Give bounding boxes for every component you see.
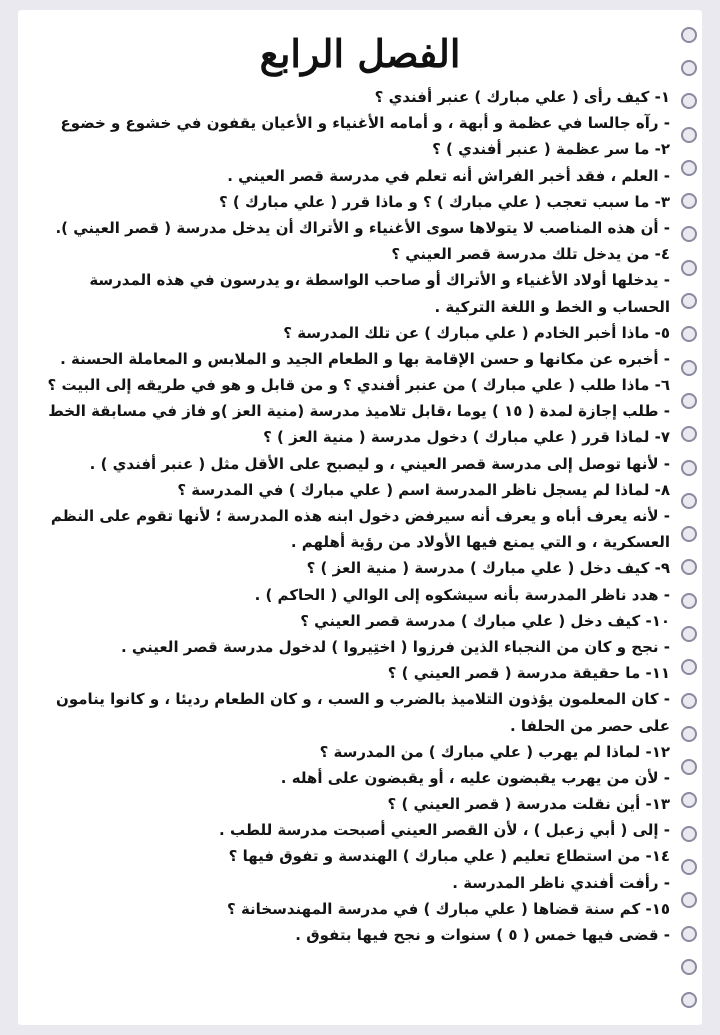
document-page: [18, 10, 702, 1025]
spiral-ring: [681, 27, 697, 43]
spiral-ring: [681, 859, 697, 875]
text-line: ١١- ما حقيقة مدرسة ( قصر العيني ) ؟: [387, 664, 670, 683]
text-line: - قضى فيها خمس ( ٥ ) سنوات و نجح فيها بتفوق .: [295, 926, 670, 944]
text-line: ١- كيف رأى ( علي مبارك ) عنبر أفندي ؟: [374, 88, 670, 106]
spiral-ring: [681, 992, 697, 1008]
spiral-ring: [681, 892, 697, 908]
text-line: - العلم ، فقد أخبر الفراش أنه تعلم في مدرسة قصر العيني .: [227, 166, 670, 185]
spiral-ring: [681, 659, 697, 675]
spiral-ring: [681, 93, 697, 109]
spiral-ring: [681, 393, 697, 409]
text-line: ٨- لماذا لم يسجل ناظر المدرسة اسم ( علي مبارك ) في المدرسة ؟: [177, 480, 670, 499]
text-line: ١٣- أين نقلت مدرسة ( قصر العيني ) ؟: [387, 795, 670, 814]
spiral-ring: [681, 526, 697, 542]
text-line: - نجح و كان من النجباء الذين فرزوا ( اختِيروا ) لدخول مدرسة قصر العيني .: [121, 637, 670, 656]
text-line: - لأنها توصل إلى مدرسة قصر العيني ، و ليصبح على الأقل مثل ( عنبر أفندي ) .: [89, 454, 670, 473]
text-line: - لأنه يعرف أباه و يعرف أنه سيرفض دخول ابنه هذه المدرسة ؛ لأنها تقوم على النظم: [50, 507, 670, 525]
chapter-title: الفصل الرابع: [259, 31, 461, 76]
text-line: العسكرية ، و التي يمنع فيها الأولاد من رؤية أهلهم .: [290, 533, 670, 552]
text-line: ٣- ما سبب تعجب ( علي مبارك ) ؟ و ماذا قرر ( علي مبارك ) ؟: [218, 192, 670, 211]
spiral-ring: [681, 593, 697, 609]
text-line: - رأفت أفندي ناظر المدرسة .: [452, 873, 670, 892]
text-line: - إلى ( أبي زعبل ) ، لأن القصر العيني أصبحت مدرسة للطب .: [219, 821, 670, 840]
text-line: - أن هذه المناصب لا يتولاها سوى الأغنياء و الأتراك أن يدخل مدرسة ( قصر العيني ).: [55, 218, 670, 237]
text-line: ٩- كيف دخل ( علي مبارك ) مدرسة ( منية العز ) ؟: [306, 559, 670, 578]
text-line: الحساب و الخط و اللغة التركية .: [434, 297, 670, 316]
text-line: ٤- من يدخل تلك مدرسة قصر العيني ؟: [391, 245, 670, 264]
text-line: - أخبره عن مكانها و حسن الإقامة بها و الطعام الجيد و الملابس و المعاملة الحسنة .: [60, 349, 670, 368]
notebook-spiral-binding: [676, 10, 702, 1025]
spiral-ring: [681, 226, 697, 242]
text-line: ٦- ماذا طلب ( علي مبارك ) من عنبر أفندي ؟ و من قابل و هو في طريقه إلى البيت ؟: [47, 376, 670, 395]
text-line: ١٢- لماذا لم يهرب ( علي مبارك ) من المدرسة ؟: [319, 742, 670, 761]
spiral-ring: [681, 426, 697, 442]
spiral-ring: [681, 726, 697, 742]
spiral-ring: [681, 260, 697, 276]
spiral-ring: [681, 460, 697, 476]
spiral-ring: [681, 959, 697, 975]
spiral-ring: [681, 293, 697, 309]
text-line: - رآه جالسا في عظمة و أبهة ، و أمامه الأغنياء و الأعيان يقفون في خشوع و خضوع: [60, 114, 670, 133]
spiral-ring: [681, 493, 697, 509]
text-line: - كان المعلمون يؤذون التلاميذ بالضرب و السب ، و كان الطعام رديئا ، و كانوا ينامون: [56, 690, 670, 709]
spiral-ring: [681, 626, 697, 642]
spiral-ring: [681, 360, 697, 376]
text-line: - هدد ناظر المدرسة بأنه سيشكوه إلى الوالي ( الحاكم ) .: [254, 585, 670, 604]
text-line: ٥- ماذا أخبر الخادم ( علي مبارك ) عن تلك المدرسة ؟: [283, 323, 670, 342]
spiral-ring: [681, 926, 697, 942]
text-line: ١٥- كم سنة قضاها ( علي مبارك ) في مدرسة المهندسخانة ؟: [227, 899, 670, 918]
spiral-ring: [681, 759, 697, 775]
text-line: - لأن من يهرب يقبضون عليه ، أو يقبضون على أهله .: [280, 768, 670, 787]
spiral-ring: [681, 160, 697, 176]
spiral-ring: [681, 326, 697, 342]
spiral-ring: [681, 693, 697, 709]
text-line: ١٤- من استطاع تعليم ( علي مبارك ) الهندسة و تفوق فيها ؟: [228, 847, 670, 866]
text-line: ٧- لماذا قرر ( علي مبارك ) دخول مدرسة ( منية العز ) ؟: [263, 428, 670, 447]
spiral-ring: [681, 127, 697, 143]
spiral-ring: [681, 792, 697, 808]
spiral-ring: [681, 193, 697, 209]
spiral-ring: [681, 826, 697, 842]
text-line: - يدخلها أولاد الأغنياء و الأتراك أو صاحب الواسطة ،و يدرسون في هذه المدرسة: [89, 271, 670, 290]
text-line: - طلب إجازة لمدة ( ١٥ ) يوما ،قابل تلاميذ مدرسة (منية العز )و فاز في مسابقة الخط: [48, 402, 670, 421]
text-line: ١٠- كيف دخل ( علي مبارك ) مدرسة قصر العيني ؟: [300, 611, 670, 630]
text-line: على حصر من الحلفا .: [510, 716, 670, 735]
text-line: ٢- ما سر عظمة ( عنبر أفندي ) ؟: [432, 140, 670, 159]
spiral-ring: [681, 559, 697, 575]
spiral-ring: [681, 60, 697, 76]
question-answer-list: [44, 84, 670, 948]
